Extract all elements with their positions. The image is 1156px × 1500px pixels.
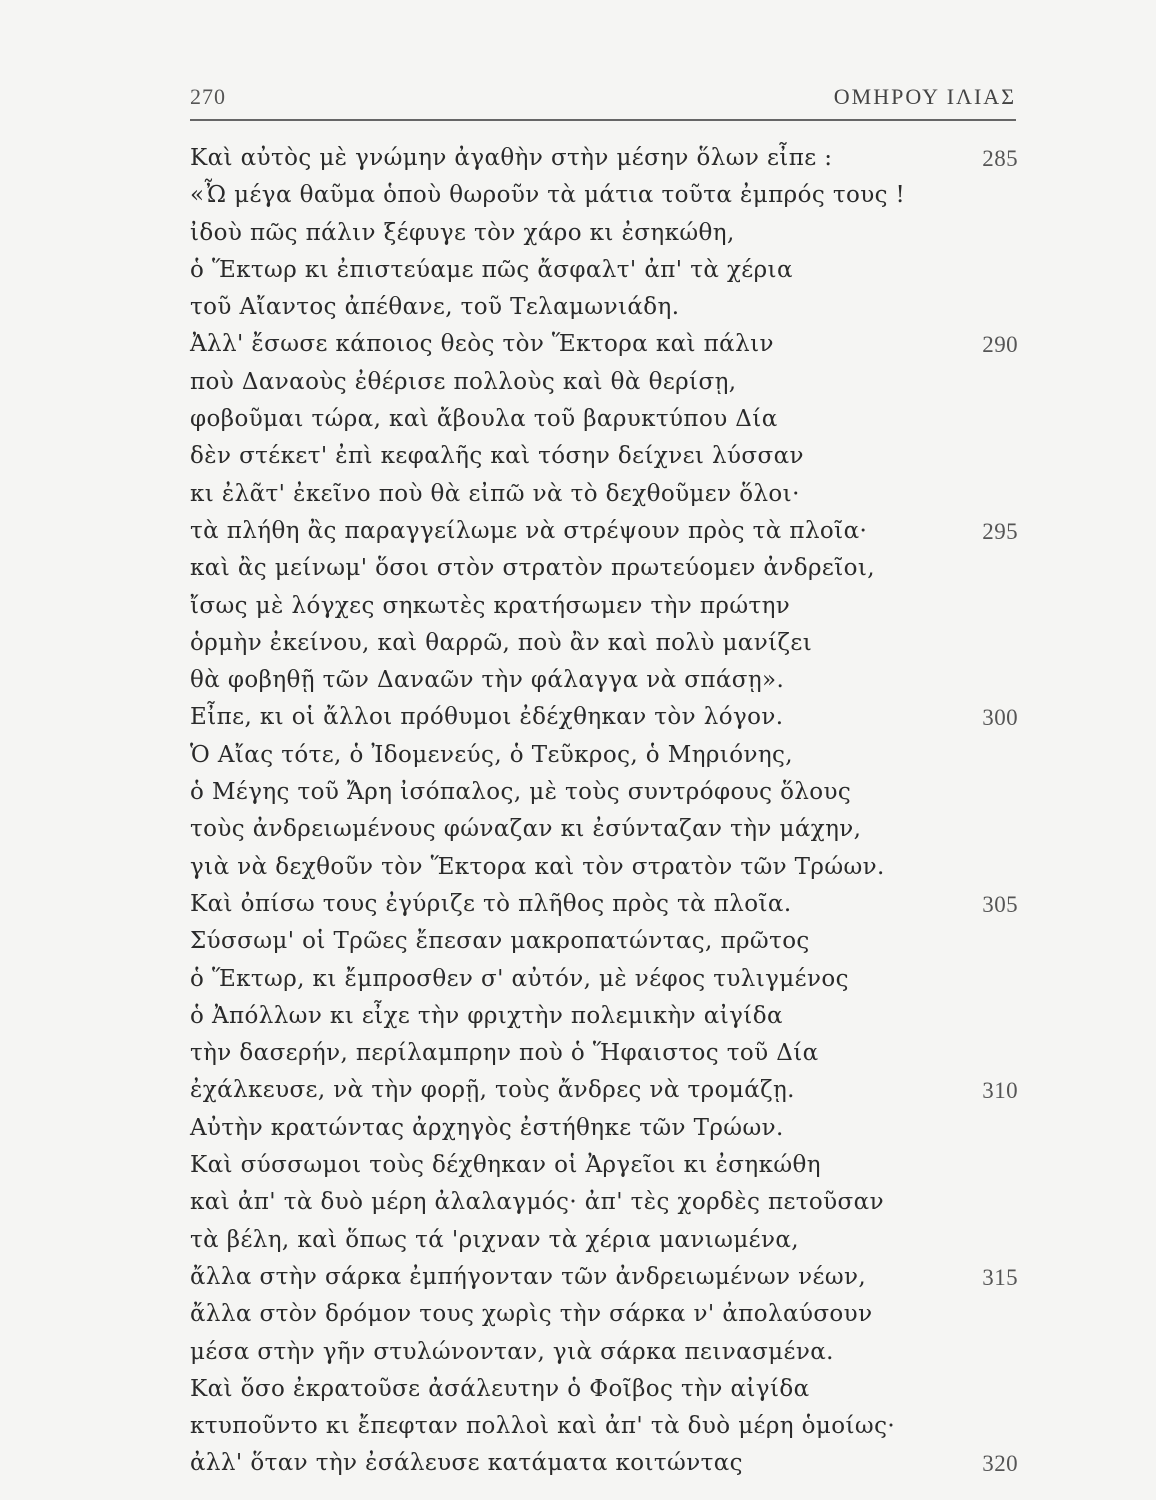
verse-line — [190, 774, 1030, 811]
line-number: 300 — [982, 705, 1018, 731]
verse-line — [190, 998, 1030, 1035]
verse-line — [190, 1408, 1030, 1445]
verse-text: Καὶ σύσσωμοι τοὺς δέχθηκαν οἱ Ἀργεῖοι κι ἐσηκώθη — [190, 1152, 821, 1179]
line-number: 285 — [982, 146, 1018, 171]
verse-line — [190, 662, 1030, 699]
verse-line — [190, 513, 1030, 550]
verse-line — [190, 811, 1030, 848]
verse-text: ἀλλ' ὅταν τὴν ἐσάλευσε κατάματα κοιτώντας — [190, 1450, 743, 1477]
verse-line — [190, 252, 1030, 289]
verse-text: ὁ Ἀπόλλων κι εἶχε τὴν φριχτὴν πολεμικὴν αἰγίδα — [190, 1002, 783, 1029]
verse-line — [190, 140, 1030, 177]
verse-line — [190, 923, 1030, 960]
verse-text: ποὺ Δαναοὺς ἐθέρισε πολλοὺς καὶ θὰ θερίσῃ, — [190, 368, 737, 395]
verse-text: Καὶ αὐτὸς μὲ γνώμην ἀγαθὴν στὴν μέσην ὅλων εἶπε : — [190, 145, 833, 171]
verse-text: ἐχάλκευσε, νὰ τὴν φορῇ, τοὺς ἄνδρες νὰ τρομάζῃ. — [190, 1077, 795, 1104]
verse-text: μέσα στὴν γῆν στυλώνονταν, γιὰ σάρκα πεινασμένα. — [190, 1338, 834, 1365]
verse-text: τοῦ Αἴαντος ἀπέθανε, τοῦ Τελαμωνιάδη. — [190, 294, 680, 321]
verse-line — [190, 625, 1030, 662]
verse-text: «Ὦ μέγα θαῦμα ὁποὺ θωροῦν τὰ μάτια τοῦτα ἐμπρός τους ! — [190, 182, 906, 209]
page-header — [190, 80, 1016, 116]
verse-text: ὁρμὴν ἐκείνου, καὶ θαρρῶ, ποὺ ἂν καὶ πολὺ μανίζει — [190, 629, 813, 656]
verse-text: ἄλλα στὸν δρόμον τους χωρὶς τὴν σάρκα ν' ἀπολαύσουν — [190, 1301, 873, 1328]
verse-text: ὁ Μέγης τοῦ Ἄρη ἰσόπαλος, μὲ τοὺς συντρόφους ὅλους — [190, 779, 852, 806]
verse-text: τὰ βέλη, καὶ ὅπως τά 'ριχναν τὰ χέρια μανιωμένα, — [190, 1226, 800, 1253]
page-number: 270 — [190, 84, 226, 109]
verse-line — [190, 550, 1030, 587]
verse-line — [190, 588, 1030, 625]
verse-text: ὁ Ἕκτωρ κι ἐπιστεύαμε πῶς ἄσφαλτ' ἀπ' τὰ χέρια — [190, 256, 793, 283]
line-number: 295 — [982, 518, 1018, 544]
verse-text: γιὰ νὰ δεχθοῦν τὸν Ἕκτορα καὶ τὸν στρατὸν τῶν Τρώων. — [190, 853, 885, 880]
line-number: 315 — [982, 1264, 1018, 1290]
verse-line — [190, 1259, 1030, 1296]
verse-line — [190, 326, 1030, 363]
verse-block — [190, 140, 1030, 1483]
verse-line — [190, 401, 1030, 438]
line-number: 305 — [982, 891, 1018, 917]
verse-text: θὰ φοβηθῇ τῶν Δαναῶν τὴν φάλαγγα νὰ σπάσῃ». — [190, 667, 785, 694]
verse-line — [190, 1184, 1030, 1221]
verse-line — [190, 1072, 1030, 1109]
verse-text: καὶ ἀπ' τὰ δυὸ μέρη ἀλαλαγμός· ἀπ' τὲς χορδὲς πετοῦσαν — [190, 1189, 884, 1216]
verse-text: τοὺς ἀνδρειωμένους φώναζαν κι ἐσύνταζαν τὴν μάχην, — [190, 816, 862, 843]
verse-text: φοβοῦμαι τώρα, καὶ ἄβουλα τοῦ βαρυκτύπου Δία — [190, 406, 778, 433]
verse-text: Καὶ ὀπίσω τους ἐγύριζε τὸ πλῆθος πρὸς τὰ πλοῖα. — [190, 890, 792, 917]
verse-text: κτυποῦντο κι ἔπεφταν πολλοὶ καὶ ἀπ' τὰ δυὸ μέρη ὁμοίως· — [190, 1413, 896, 1440]
verse-text: δὲν στέκετ' ἐπὶ κεφαλῆς καὶ τόσην δείχνει λύσσαν — [190, 443, 804, 470]
verse-line — [190, 1334, 1030, 1371]
verse-line — [190, 1371, 1030, 1408]
verse-text: Εἶπε, κι οἱ ἄλλοι πρόθυμοι ἐδέχθηκαν τὸν λόγον. — [190, 704, 784, 731]
verse-line — [190, 215, 1030, 252]
verse-line — [190, 849, 1030, 886]
line-number: 290 — [982, 332, 1018, 358]
line-number: 310 — [982, 1078, 1018, 1104]
verse-line — [190, 737, 1030, 774]
verse-text: ὁ Ἕκτωρ, κι ἔμπροσθεν σ' αὐτόν, μὲ νέφος τυλιγμένος — [190, 965, 849, 992]
verse-line — [190, 1296, 1030, 1333]
verse-text: Ἀλλ' ἔσωσε κάποιος θεὸς τὸν Ἕκτορα καὶ πάλιν — [190, 331, 774, 358]
verse-line — [190, 476, 1030, 513]
verse-text: Καὶ ὅσο ἐκρατοῦσε ἀσάλευτην ὁ Φοῖβος τὴν αἰγίδα — [190, 1375, 810, 1402]
verse-line — [190, 1222, 1030, 1259]
verse-line — [190, 177, 1030, 214]
verse-text: καὶ ἂς μείνωμ' ὅσοι στὸν στρατὸν πρωτεύομεν ἀνδρεῖοι, — [190, 555, 875, 582]
verse-text: τὰ πλήθη ἂς παραγγείλωμε νὰ στρέψουν πρὸς τὰ πλοῖα· — [190, 517, 868, 544]
verse-line — [190, 1110, 1030, 1147]
verse-line — [190, 886, 1030, 923]
running-title: ΟΜΗΡΟΥ ΙΛΙΑΣ — [833, 84, 1016, 109]
verse-text: Ὁ Αἴας τότε, ὁ Ἰδομενεύς, ὁ Τεῦκρος, ὁ Μηριόνης, — [190, 741, 794, 768]
verse-text: ἴσως μὲ λόγχες σηκωτὲς κρατήσωμεν τὴν πρώτην — [190, 592, 791, 619]
verse-text: ἄλλα στὴν σάρκα ἐμπήγονταν τῶν ἀνδρειωμένων νέων, — [190, 1263, 867, 1290]
verse-line — [190, 364, 1030, 401]
line-number: 320 — [982, 1451, 1018, 1477]
verse-line — [190, 438, 1030, 475]
verse-text: ἰδοὺ πῶς πάλιν ξέφυγε τὸν χάρο κι ἐσηκώθη, — [190, 219, 735, 246]
verse-line — [190, 289, 1030, 326]
verse-line — [190, 961, 1030, 998]
verse-text: Σύσσωμ' οἱ Τρῶες ἔπεσαν μακροπατώντας, πρῶτος — [190, 928, 810, 955]
header-rule — [190, 119, 1016, 121]
verse-line — [190, 1147, 1030, 1184]
verse-line — [190, 1035, 1030, 1072]
verse-line — [190, 699, 1030, 736]
verse-text: κι ἐλᾶτ' ἐκεῖνο ποὺ θὰ εἰπῶ νὰ τὸ δεχθοῦμεν ὅλοι· — [190, 480, 800, 507]
verse-text: Αὐτὴν κρατώντας ἀρχηγὸς ἐστήθηκε τῶν Τρώων. — [190, 1114, 784, 1141]
verse-line — [190, 1445, 1030, 1482]
verse-text: τὴν δασερήν, περίλαμπρην ποὺ ὁ Ἥφαιστος τοῦ Δία — [190, 1040, 819, 1067]
